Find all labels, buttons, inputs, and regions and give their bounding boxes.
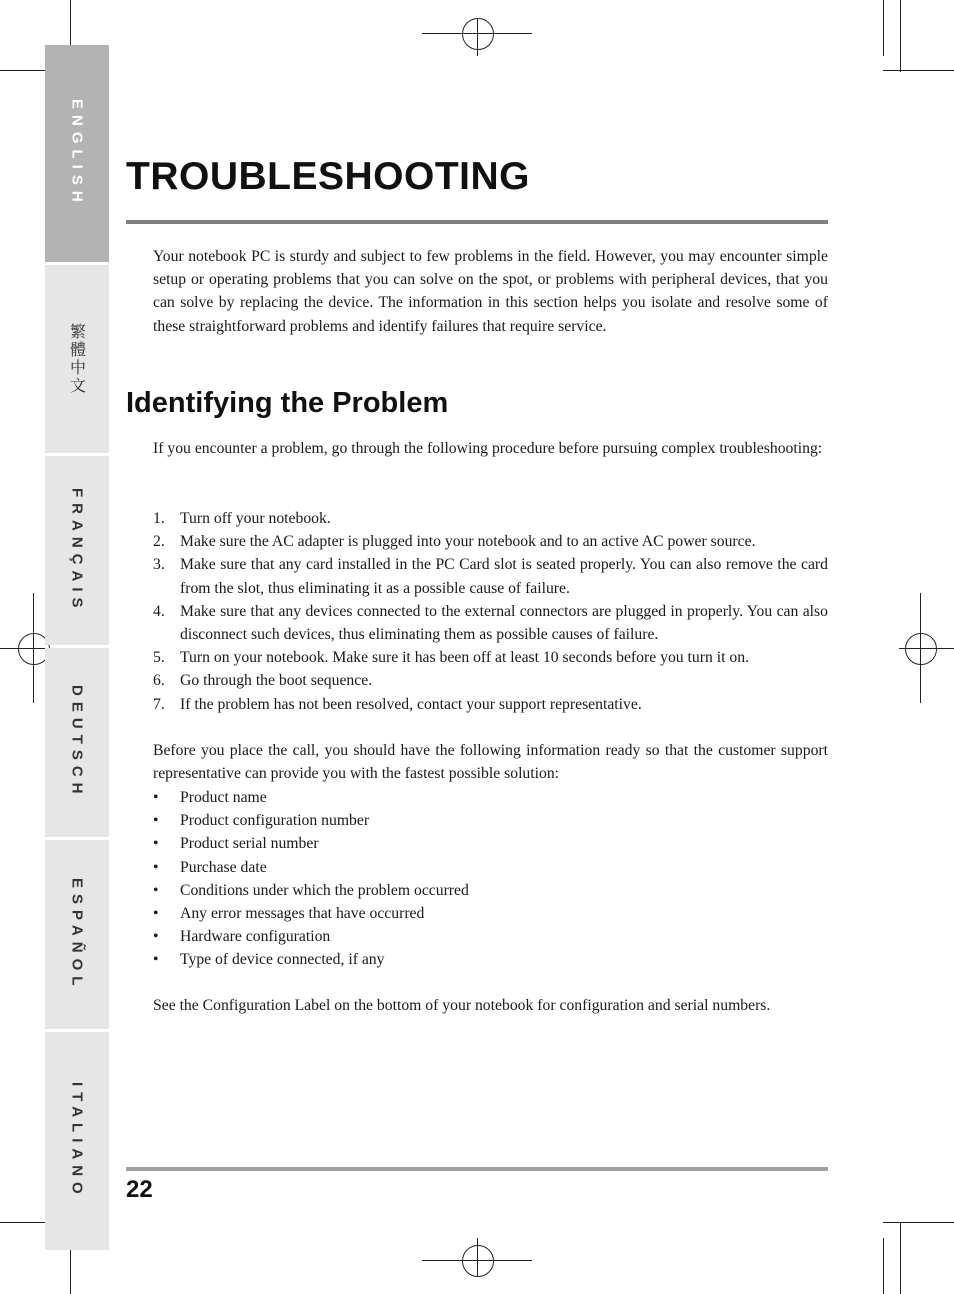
list-item xyxy=(153,879,828,902)
tab-label: FRANÇAIS xyxy=(68,487,86,614)
title-divider xyxy=(126,220,828,224)
section-heading: Identifying the Problem xyxy=(126,387,449,419)
bullet-text: Purchase date xyxy=(180,858,267,876)
list-item xyxy=(153,902,828,925)
tab-francais[interactable] xyxy=(45,456,109,645)
bullet-text: Product configuration number xyxy=(180,812,370,830)
bullet-text: Hardware configuration xyxy=(180,928,331,946)
step-number: 1. xyxy=(153,510,165,527)
step-text: Make sure that any card installed in the PC Card slot is seated properly. You can also remove the card from the slot, thus eliminating it as a possible cause of failure. xyxy=(180,556,828,597)
list-item xyxy=(153,948,828,971)
step-number: 4. xyxy=(153,602,165,620)
closing-note: See the Configuration Label on the bottom of your notebook for configuration and serial numbers. xyxy=(153,997,771,1014)
step-number: 2. xyxy=(153,533,165,551)
tab-traditional-chinese[interactable] xyxy=(45,265,109,453)
tab-label: ENGLISH xyxy=(68,99,86,208)
language-tabs xyxy=(45,45,109,1250)
call-intro: Before you place the call, you should have the following information ready so that the customer support representative can provide you with the fastest possible solution: xyxy=(153,742,828,783)
bullet: • xyxy=(153,881,159,899)
bullet: • xyxy=(153,905,159,923)
bullet-text: Product serial number xyxy=(180,835,319,853)
tab-english[interactable] xyxy=(45,45,109,262)
bullet-text: Any error messages that have occurred xyxy=(180,905,425,923)
procedure-intro: If you encounter a problem, go through the following procedure before pursuing complex troubleshooting: xyxy=(153,440,823,457)
step-number: 7. xyxy=(153,695,165,713)
step-text: Turn on your notebook. Make sure it has been off at least 10 seconds before you turn it on. xyxy=(180,649,750,667)
list-item xyxy=(153,693,828,716)
footer-divider xyxy=(126,1167,828,1171)
tab-deutsch[interactable] xyxy=(45,648,109,837)
list-item xyxy=(153,600,828,646)
step-number: 5. xyxy=(153,649,165,667)
list-item xyxy=(153,669,828,692)
bullet-text: Type of device connected, if any xyxy=(180,951,385,969)
procedure-steps xyxy=(153,507,828,716)
bullet: • xyxy=(153,812,159,830)
list-item xyxy=(153,832,828,855)
list-item xyxy=(153,786,828,809)
list-item xyxy=(153,553,828,599)
step-number: 3. xyxy=(153,556,165,574)
step-number: 6. xyxy=(153,672,165,690)
tab-label: ITALIANO xyxy=(68,1082,86,1200)
bullet-text: Conditions under which the problem occurred xyxy=(180,881,469,899)
list-item xyxy=(153,856,828,879)
page-title: TROUBLESHOOTING xyxy=(126,155,530,198)
bullet-text: Product name xyxy=(180,789,267,806)
intro-paragraph: Your notebook PC is sturdy and subject to few problems in the field. However, you may encounter simple setup or operating problems that you can solve on the spot, or problems with peripheral devices, that you can solve by replacing the device. The information in this section helps you isolate and resolve some of these straightforward problems and identify failures that require service. xyxy=(153,248,828,335)
list-item xyxy=(153,809,828,832)
bullet: • xyxy=(153,951,159,969)
step-text: Go through the boot sequence. xyxy=(180,672,373,690)
step-text: Make sure the AC adapter is plugged into your notebook and to an active AC power source. xyxy=(180,533,756,551)
step-text: If the problem has not been resolved, contact your support representative. xyxy=(180,695,642,713)
bullet: • xyxy=(153,789,159,806)
tab-espanol[interactable] xyxy=(45,840,109,1029)
bullet: • xyxy=(153,858,159,876)
tab-label: DEUTSCH xyxy=(68,685,86,800)
tab-label: 繁體中文 xyxy=(67,323,87,395)
tab-italiano[interactable] xyxy=(45,1032,109,1250)
tab-label: ESPAÑOL xyxy=(68,877,86,992)
bullet: • xyxy=(153,835,159,853)
list-item xyxy=(153,925,828,948)
step-text: Make sure that any devices connected to the external connectors are plugged in properly. You can also disconnect such devices, thus eliminating them as possible causes of failure. xyxy=(180,602,828,644)
list-item xyxy=(153,507,828,530)
list-item xyxy=(153,646,828,669)
step-text: Turn off your notebook. xyxy=(180,510,331,527)
bullet: • xyxy=(153,928,159,946)
list-item xyxy=(153,530,828,553)
info-bullets xyxy=(153,786,828,972)
page-number: 22 xyxy=(126,1176,153,1203)
